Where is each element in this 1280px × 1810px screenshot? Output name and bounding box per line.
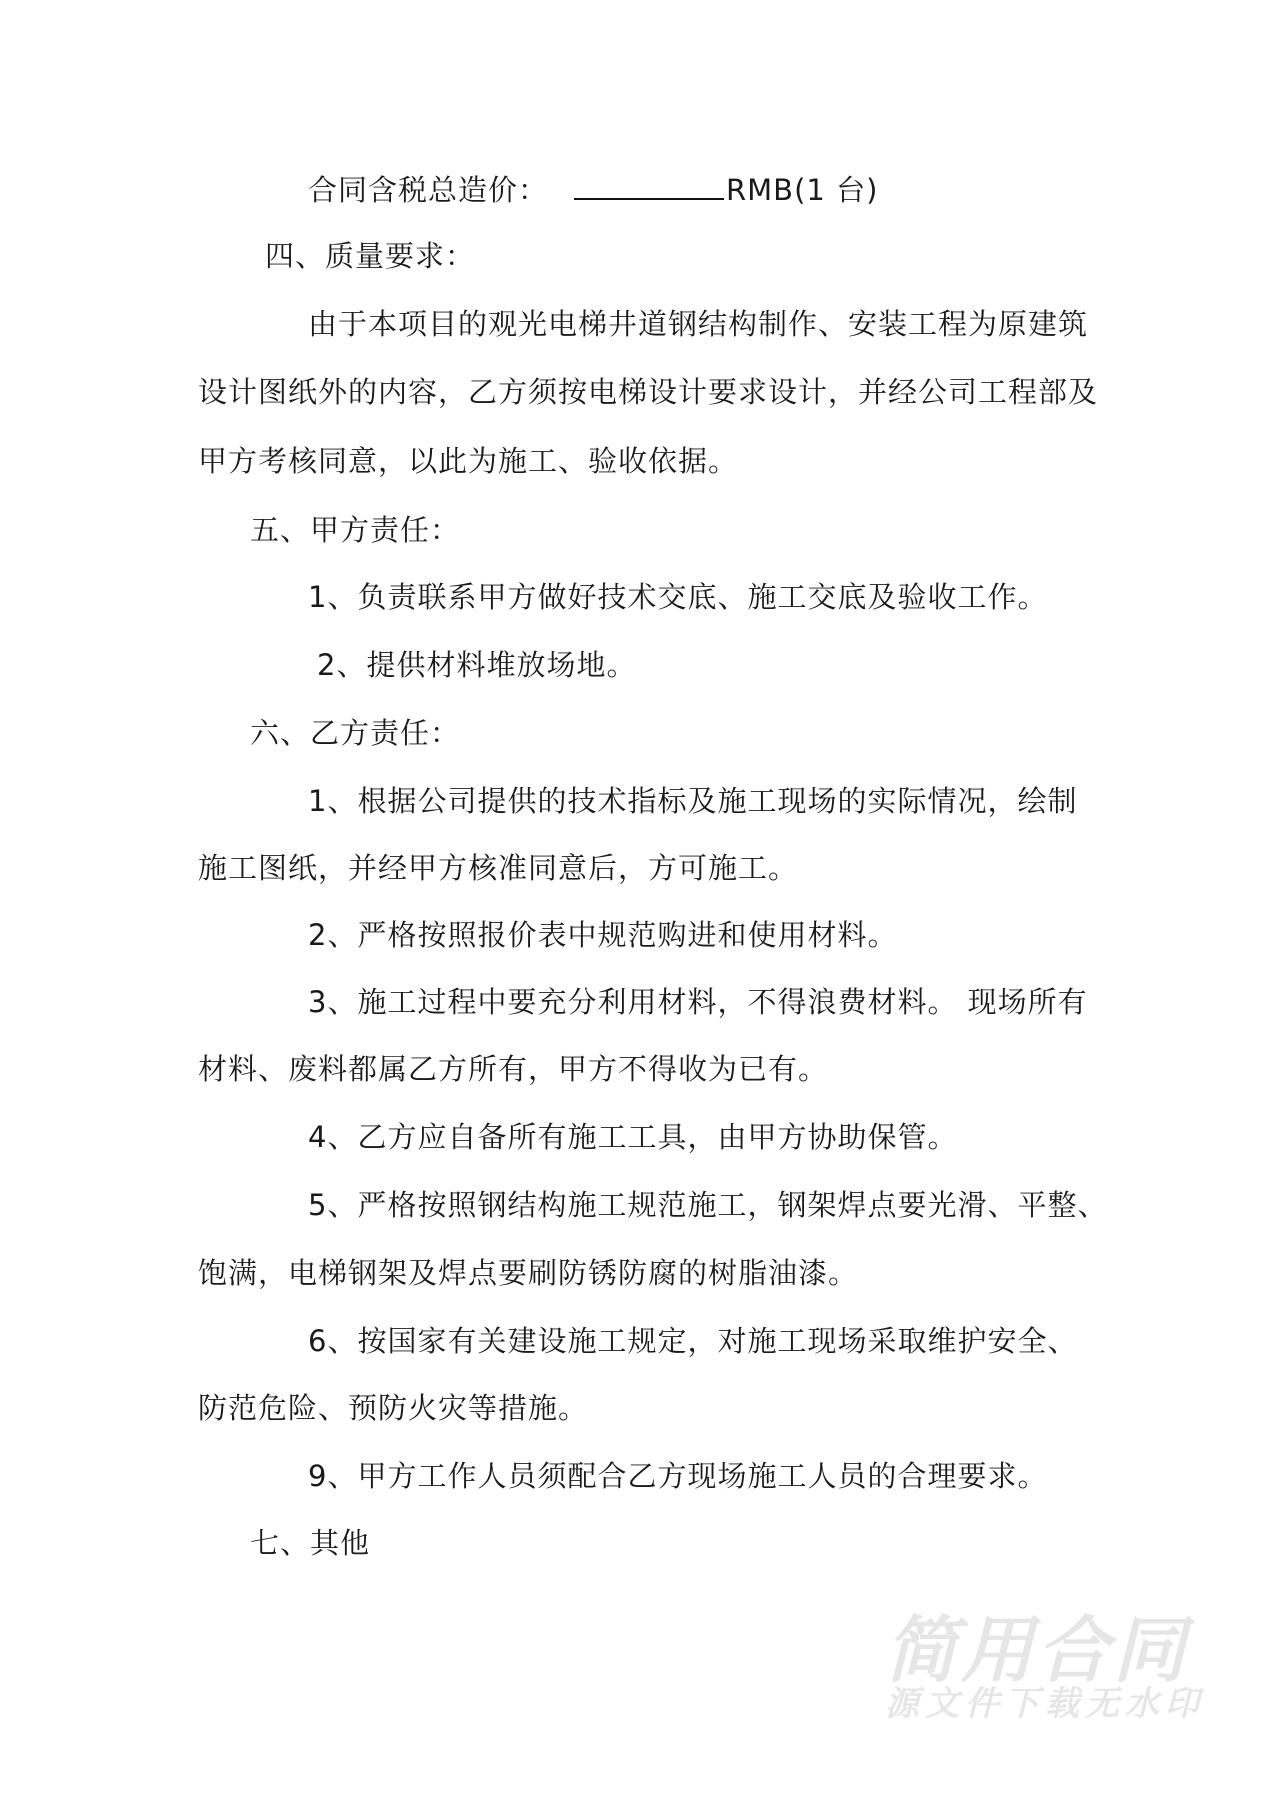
watermark-subtitle: 源文件下载无水印 (885, 1684, 1205, 1724)
paragraph-line: 5、严格按照钢结构施工规范施工，钢架焊点要光滑、平整、 (308, 1188, 1108, 1222)
paragraph-line: 2、严格按照报价表中规范购进和使用材料。 (308, 918, 898, 952)
paragraph-line: 1、根据公司提供的技术指标及施工现场的实际情况，绘制 (308, 784, 1078, 818)
section-heading-party-a: 五、甲方责任： (250, 513, 461, 547)
paragraph-line: 9、甲方工作人员须配合乙方现场施工人员的合理要求。 (308, 1459, 1048, 1493)
paragraph-line: 1、负责联系甲方做好技术交底、施工交底及验收工作。 (308, 580, 1048, 614)
paragraph-line: 6、按国家有关建设施工规定，对施工现场采取维护安全、 (308, 1324, 1078, 1358)
paragraph-line: 2、提供材料堆放场地。 (317, 648, 637, 682)
price-suffix: RMB(1 台) (726, 173, 879, 207)
paragraph-line: 设计图纸外的内容，乙方须按电梯设计要求设计，并经公司工程部及 (198, 375, 1099, 409)
price-label: 合同含税总造价： (308, 173, 549, 207)
paragraph-line: 3、施工过程中要充分利用材料，不得浪费材料。 现场所有 (308, 985, 1088, 1019)
paragraph-line: 甲方考核同意，以此为施工、验收依据。 (198, 444, 739, 478)
price-blank (574, 170, 724, 200)
paragraph-line: 材料、废料都属乙方所有，甲方不得收为已有。 (198, 1052, 829, 1086)
section-heading-other: 七、其他 (250, 1526, 371, 1560)
paragraph-line: 4、乙方应自备所有施工工具，由甲方协助保管。 (308, 1120, 958, 1154)
section-heading-party-b: 六、乙方责任： (250, 716, 461, 750)
section-heading-quality: 四、质量要求： (265, 239, 476, 273)
paragraph-line: 由于本项目的观光电梯井道钢结构制作、安装工程为原建筑 (308, 307, 1089, 341)
contract-price-line (308, 170, 878, 210)
paragraph-line: 防范危险、预防火灾等措施。 (198, 1391, 589, 1425)
paragraph-line: 施工图纸，并经甲方核准同意后，方可施工。 (198, 851, 799, 885)
watermark-title: 简用合同 (885, 1608, 1190, 1692)
paragraph-line: 饱满，电梯钢架及焊点要刷防锈防腐的树脂油漆。 (198, 1256, 859, 1290)
